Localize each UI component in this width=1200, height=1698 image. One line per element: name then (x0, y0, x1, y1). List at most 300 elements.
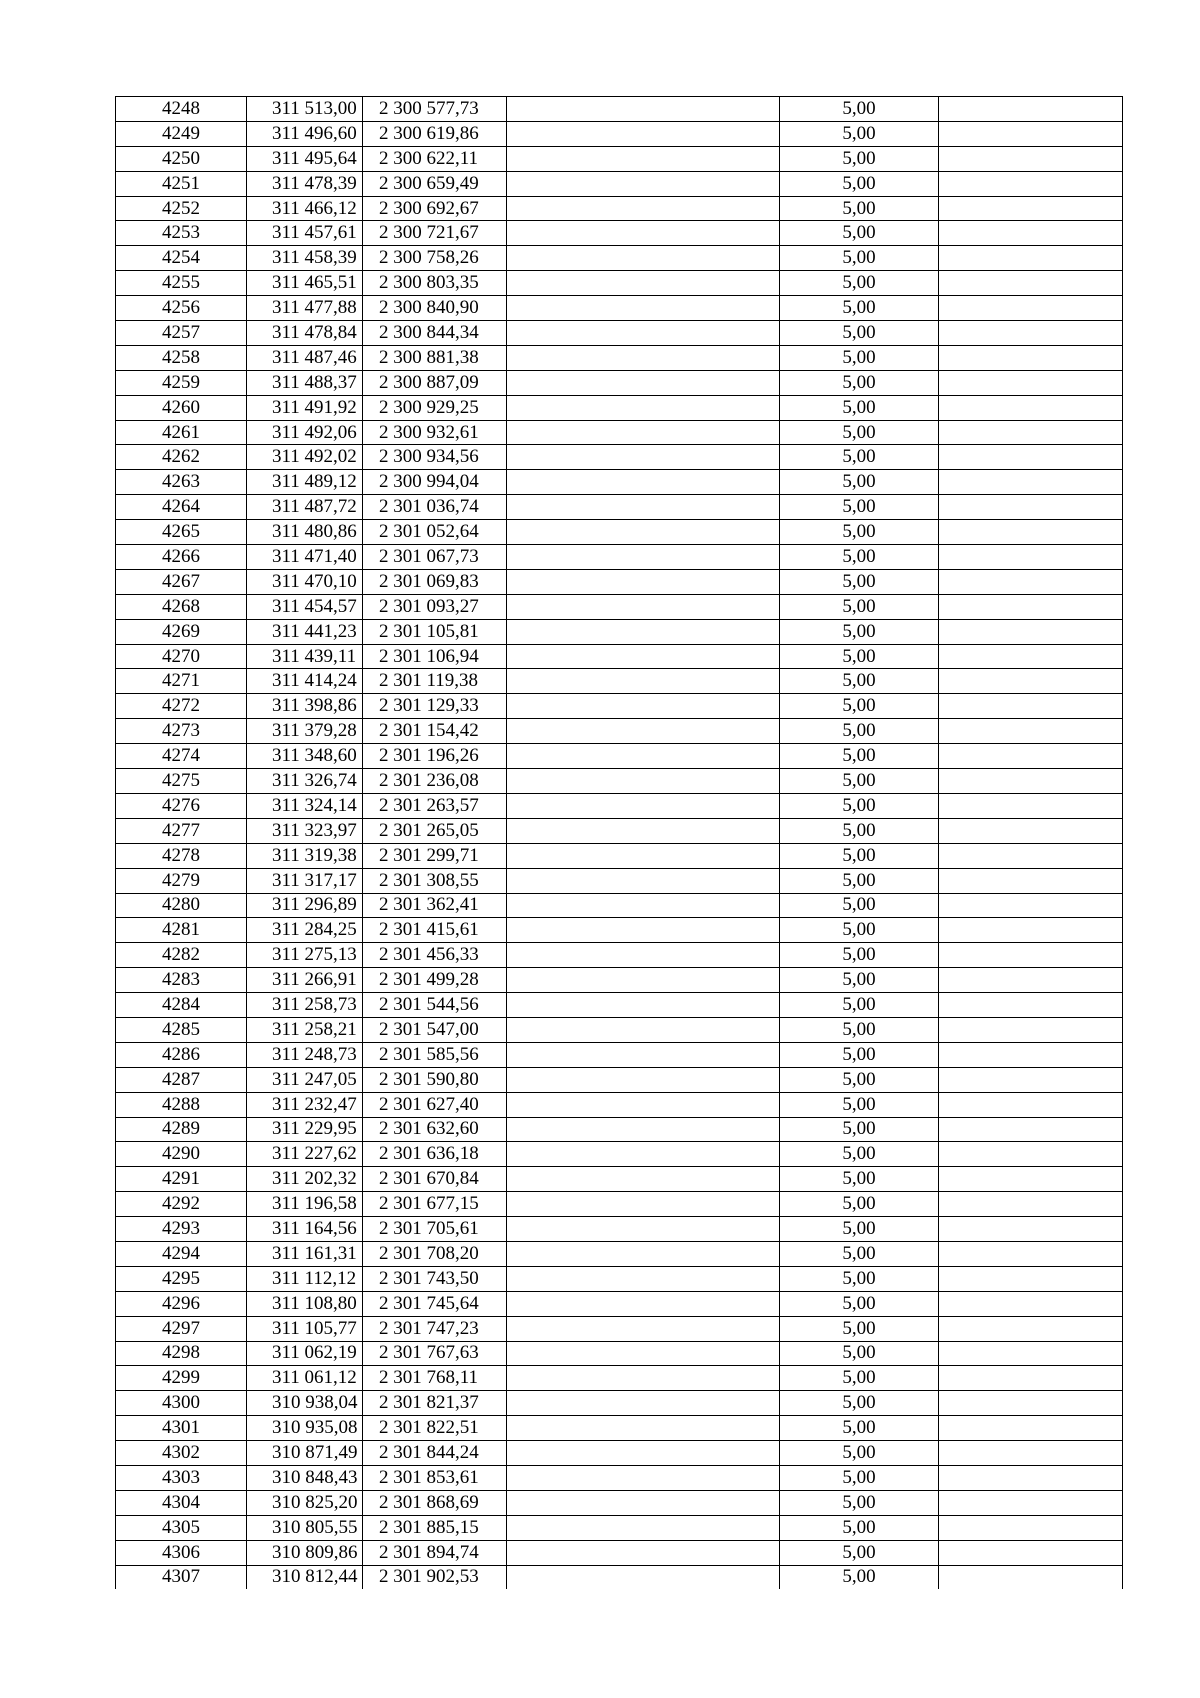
empty-cell (939, 669, 1123, 694)
empty-cell (939, 893, 1123, 918)
value-cell: 5,00 (780, 1017, 939, 1042)
y-coordinate-cell: 2 301 196,26 (363, 744, 507, 769)
empty-cell (507, 594, 780, 619)
point-number-cell: 4282 (116, 943, 247, 968)
x-coordinate-cell: 310 848,43 (247, 1465, 363, 1490)
empty-cell (507, 1142, 780, 1167)
x-coordinate-cell: 311 248,73 (247, 1042, 363, 1067)
empty-cell (939, 868, 1123, 893)
y-coordinate-cell: 2 301 265,05 (363, 818, 507, 843)
point-number-cell: 4264 (116, 495, 247, 520)
point-number-cell: 4269 (116, 619, 247, 644)
point-number-cell: 4294 (116, 1241, 247, 1266)
table-row (116, 918, 1123, 943)
point-number-cell: 4286 (116, 1042, 247, 1067)
point-number-cell: 4300 (116, 1391, 247, 1416)
y-coordinate-cell: 2 300 844,34 (363, 321, 507, 346)
point-number-cell: 4287 (116, 1067, 247, 1092)
y-coordinate-cell: 2 301 362,41 (363, 893, 507, 918)
x-coordinate-cell: 311 480,86 (247, 520, 363, 545)
y-coordinate-cell: 2 301 627,40 (363, 1092, 507, 1117)
empty-cell (507, 1241, 780, 1266)
table-row (116, 1241, 1123, 1266)
x-coordinate-cell: 310 805,55 (247, 1515, 363, 1540)
empty-cell (939, 395, 1123, 420)
y-coordinate-cell: 2 301 036,74 (363, 495, 507, 520)
point-number-cell: 4276 (116, 793, 247, 818)
table-row (116, 97, 1123, 122)
x-coordinate-cell: 311 457,61 (247, 221, 363, 246)
x-coordinate-cell: 311 496,60 (247, 121, 363, 146)
y-coordinate-cell: 2 301 743,50 (363, 1266, 507, 1291)
x-coordinate-cell: 311 495,64 (247, 146, 363, 171)
empty-cell (507, 1465, 780, 1490)
table-row (116, 1042, 1123, 1067)
value-cell: 5,00 (780, 1341, 939, 1366)
empty-cell (507, 1117, 780, 1142)
table-row (116, 943, 1123, 968)
y-coordinate-cell: 2 301 129,33 (363, 694, 507, 719)
table-row (116, 545, 1123, 570)
point-number-cell: 4299 (116, 1366, 247, 1391)
empty-cell (507, 1266, 780, 1291)
y-coordinate-cell: 2 301 768,11 (363, 1366, 507, 1391)
value-cell: 5,00 (780, 1167, 939, 1192)
table-row (116, 1465, 1123, 1490)
y-coordinate-cell: 2 300 659,49 (363, 171, 507, 196)
x-coordinate-cell: 311 471,40 (247, 545, 363, 570)
empty-cell (939, 1192, 1123, 1217)
x-coordinate-cell: 311 348,60 (247, 744, 363, 769)
point-number-cell: 4275 (116, 769, 247, 794)
empty-cell (507, 744, 780, 769)
empty-cell (939, 1067, 1123, 1092)
value-cell: 5,00 (780, 993, 939, 1018)
point-number-cell: 4277 (116, 818, 247, 843)
y-coordinate-cell: 2 301 708,20 (363, 1241, 507, 1266)
value-cell: 5,00 (780, 769, 939, 794)
table-row (116, 868, 1123, 893)
x-coordinate-cell: 311 061,12 (247, 1366, 363, 1391)
empty-cell (507, 370, 780, 395)
table-row (116, 470, 1123, 495)
x-coordinate-cell: 311 465,51 (247, 271, 363, 296)
value-cell: 5,00 (780, 793, 939, 818)
empty-cell (939, 1391, 1123, 1416)
empty-cell (939, 694, 1123, 719)
value-cell: 5,00 (780, 246, 939, 271)
value-cell: 5,00 (780, 97, 939, 122)
empty-cell (507, 321, 780, 346)
table-row (116, 1416, 1123, 1441)
empty-cell (507, 1416, 780, 1441)
x-coordinate-cell: 311 112,12 (247, 1266, 363, 1291)
value-cell: 5,00 (780, 1416, 939, 1441)
empty-cell (939, 968, 1123, 993)
empty-cell (507, 1217, 780, 1242)
empty-cell (507, 569, 780, 594)
x-coordinate-cell: 311 266,91 (247, 968, 363, 993)
y-coordinate-cell: 2 301 745,64 (363, 1291, 507, 1316)
y-coordinate-cell: 2 301 822,51 (363, 1416, 507, 1441)
empty-cell (939, 1441, 1123, 1466)
y-coordinate-cell: 2 301 069,83 (363, 569, 507, 594)
table-row (116, 1565, 1123, 1589)
empty-cell (507, 1192, 780, 1217)
value-cell: 5,00 (780, 1366, 939, 1391)
empty-cell (507, 968, 780, 993)
value-cell: 5,00 (780, 1490, 939, 1515)
table-row (116, 843, 1123, 868)
x-coordinate-cell: 311 258,73 (247, 993, 363, 1018)
value-cell: 5,00 (780, 1441, 939, 1466)
empty-cell (507, 1391, 780, 1416)
x-coordinate-cell: 311 324,14 (247, 793, 363, 818)
table-row (116, 1266, 1123, 1291)
table-row (116, 1366, 1123, 1391)
value-cell: 5,00 (780, 868, 939, 893)
y-coordinate-cell: 2 300 692,67 (363, 196, 507, 221)
empty-cell (507, 719, 780, 744)
empty-cell (939, 769, 1123, 794)
empty-cell (507, 420, 780, 445)
point-number-cell: 4281 (116, 918, 247, 943)
empty-cell (939, 1465, 1123, 1490)
empty-cell (939, 520, 1123, 545)
table-row (116, 196, 1123, 221)
table-row (116, 1142, 1123, 1167)
point-number-cell: 4305 (116, 1515, 247, 1540)
x-coordinate-cell: 310 825,20 (247, 1490, 363, 1515)
value-cell: 5,00 (780, 818, 939, 843)
y-coordinate-cell: 2 301 894,74 (363, 1540, 507, 1565)
empty-cell (507, 445, 780, 470)
point-number-cell: 4257 (116, 321, 247, 346)
x-coordinate-cell: 311 491,92 (247, 395, 363, 420)
value-cell: 5,00 (780, 843, 939, 868)
table-row (116, 420, 1123, 445)
empty-cell (939, 1291, 1123, 1316)
x-coordinate-cell: 310 812,44 (247, 1565, 363, 1589)
x-coordinate-cell: 311 487,72 (247, 495, 363, 520)
point-number-cell: 4303 (116, 1465, 247, 1490)
point-number-cell: 4307 (116, 1565, 247, 1589)
table-row (116, 594, 1123, 619)
value-cell: 5,00 (780, 271, 939, 296)
value-cell: 5,00 (780, 296, 939, 321)
y-coordinate-cell: 2 301 585,56 (363, 1042, 507, 1067)
point-number-cell: 4265 (116, 520, 247, 545)
empty-cell (939, 345, 1123, 370)
y-coordinate-cell: 2 301 767,63 (363, 1341, 507, 1366)
x-coordinate-cell: 311 488,37 (247, 370, 363, 395)
empty-cell (507, 644, 780, 669)
table-row (116, 769, 1123, 794)
empty-cell (507, 271, 780, 296)
empty-cell (939, 1416, 1123, 1441)
x-coordinate-cell: 311 275,13 (247, 943, 363, 968)
point-number-cell: 4270 (116, 644, 247, 669)
x-coordinate-cell: 311 492,02 (247, 445, 363, 470)
x-coordinate-cell: 311 164,56 (247, 1217, 363, 1242)
x-coordinate-cell: 311 105,77 (247, 1316, 363, 1341)
y-coordinate-cell: 2 301 106,94 (363, 644, 507, 669)
empty-cell (939, 744, 1123, 769)
x-coordinate-cell: 310 938,04 (247, 1391, 363, 1416)
point-number-cell: 4280 (116, 893, 247, 918)
empty-cell (507, 470, 780, 495)
table-row (116, 121, 1123, 146)
x-coordinate-cell: 311 489,12 (247, 470, 363, 495)
empty-cell (939, 619, 1123, 644)
table-row (116, 395, 1123, 420)
x-coordinate-cell: 311 227,62 (247, 1142, 363, 1167)
value-cell: 5,00 (780, 569, 939, 594)
value-cell: 5,00 (780, 1465, 939, 1490)
value-cell: 5,00 (780, 594, 939, 619)
x-coordinate-cell: 310 935,08 (247, 1416, 363, 1441)
coordinates-table-body (116, 97, 1123, 1590)
empty-cell (939, 1142, 1123, 1167)
point-number-cell: 4278 (116, 843, 247, 868)
empty-cell (507, 1067, 780, 1092)
empty-cell (507, 345, 780, 370)
value-cell: 5,00 (780, 345, 939, 370)
y-coordinate-cell: 2 301 456,33 (363, 943, 507, 968)
empty-cell (939, 943, 1123, 968)
empty-cell (939, 1117, 1123, 1142)
empty-cell (507, 246, 780, 271)
empty-cell (507, 97, 780, 122)
empty-cell (939, 445, 1123, 470)
value-cell: 5,00 (780, 1515, 939, 1540)
value-cell: 5,00 (780, 1316, 939, 1341)
y-coordinate-cell: 2 300 803,35 (363, 271, 507, 296)
point-number-cell: 4262 (116, 445, 247, 470)
empty-cell (507, 1366, 780, 1391)
x-coordinate-cell: 311 487,46 (247, 345, 363, 370)
y-coordinate-cell: 2 301 067,73 (363, 545, 507, 570)
empty-cell (939, 569, 1123, 594)
point-number-cell: 4252 (116, 196, 247, 221)
empty-cell (939, 1366, 1123, 1391)
empty-cell (507, 1092, 780, 1117)
empty-cell (507, 1565, 780, 1589)
value-cell: 5,00 (780, 520, 939, 545)
point-number-cell: 4256 (116, 296, 247, 321)
y-coordinate-cell: 2 301 868,69 (363, 1490, 507, 1515)
empty-cell (939, 719, 1123, 744)
y-coordinate-cell: 2 301 154,42 (363, 719, 507, 744)
empty-cell (507, 793, 780, 818)
point-number-cell: 4279 (116, 868, 247, 893)
empty-cell (939, 1540, 1123, 1565)
x-coordinate-cell: 311 478,84 (247, 321, 363, 346)
empty-cell (507, 395, 780, 420)
x-coordinate-cell: 311 232,47 (247, 1092, 363, 1117)
table-row (116, 445, 1123, 470)
value-cell: 5,00 (780, 196, 939, 221)
x-coordinate-cell: 311 470,10 (247, 569, 363, 594)
empty-cell (939, 495, 1123, 520)
value-cell: 5,00 (780, 1117, 939, 1142)
table-row (116, 719, 1123, 744)
point-number-cell: 4295 (116, 1266, 247, 1291)
y-coordinate-cell: 2 300 994,04 (363, 470, 507, 495)
empty-cell (507, 943, 780, 968)
empty-cell (939, 470, 1123, 495)
value-cell: 5,00 (780, 918, 939, 943)
x-coordinate-cell: 311 466,12 (247, 196, 363, 221)
empty-cell (939, 1092, 1123, 1117)
value-cell: 5,00 (780, 1142, 939, 1167)
table-row (116, 1490, 1123, 1515)
value-cell: 5,00 (780, 146, 939, 171)
value-cell: 5,00 (780, 545, 939, 570)
value-cell: 5,00 (780, 121, 939, 146)
point-number-cell: 4254 (116, 246, 247, 271)
table-row (116, 793, 1123, 818)
empty-cell (939, 545, 1123, 570)
empty-cell (939, 843, 1123, 868)
value-cell: 5,00 (780, 1067, 939, 1092)
x-coordinate-cell: 311 326,74 (247, 769, 363, 794)
point-number-cell: 4258 (116, 345, 247, 370)
empty-cell (939, 196, 1123, 221)
y-coordinate-cell: 2 301 263,57 (363, 793, 507, 818)
point-number-cell: 4290 (116, 1142, 247, 1167)
point-number-cell: 4306 (116, 1540, 247, 1565)
empty-cell (939, 644, 1123, 669)
table-row (116, 370, 1123, 395)
value-cell: 5,00 (780, 1042, 939, 1067)
point-number-cell: 4274 (116, 744, 247, 769)
x-coordinate-cell: 311 398,86 (247, 694, 363, 719)
x-coordinate-cell: 311 108,80 (247, 1291, 363, 1316)
empty-cell (939, 420, 1123, 445)
y-coordinate-cell: 2 301 705,61 (363, 1217, 507, 1242)
point-number-cell: 4259 (116, 370, 247, 395)
table-row (116, 246, 1123, 271)
empty-cell (939, 1217, 1123, 1242)
x-coordinate-cell: 310 871,49 (247, 1441, 363, 1466)
y-coordinate-cell: 2 300 932,61 (363, 420, 507, 445)
empty-cell (507, 619, 780, 644)
table-row (116, 818, 1123, 843)
y-coordinate-cell: 2 300 887,09 (363, 370, 507, 395)
empty-cell (507, 1490, 780, 1515)
empty-cell (507, 769, 780, 794)
empty-cell (507, 146, 780, 171)
x-coordinate-cell: 311 441,23 (247, 619, 363, 644)
table-row (116, 644, 1123, 669)
y-coordinate-cell: 2 301 821,37 (363, 1391, 507, 1416)
empty-cell (939, 246, 1123, 271)
y-coordinate-cell: 2 301 632,60 (363, 1117, 507, 1142)
table-row (116, 1167, 1123, 1192)
value-cell: 5,00 (780, 171, 939, 196)
empty-cell (507, 121, 780, 146)
x-coordinate-cell: 311 478,39 (247, 171, 363, 196)
point-number-cell: 4288 (116, 1092, 247, 1117)
empty-cell (939, 221, 1123, 246)
point-number-cell: 4302 (116, 1441, 247, 1466)
empty-cell (507, 1291, 780, 1316)
empty-cell (939, 1316, 1123, 1341)
empty-cell (507, 171, 780, 196)
value-cell: 5,00 (780, 893, 939, 918)
table-row (116, 1515, 1123, 1540)
table-row (116, 1291, 1123, 1316)
point-number-cell: 4301 (116, 1416, 247, 1441)
empty-cell (939, 1341, 1123, 1366)
empty-cell (507, 669, 780, 694)
x-coordinate-cell: 311 317,17 (247, 868, 363, 893)
point-number-cell: 4248 (116, 97, 247, 122)
table-row (116, 993, 1123, 1018)
point-number-cell: 4266 (116, 545, 247, 570)
point-number-cell: 4284 (116, 993, 247, 1018)
y-coordinate-cell: 2 301 547,00 (363, 1017, 507, 1042)
empty-cell (507, 893, 780, 918)
table-row (116, 1540, 1123, 1565)
table-row (116, 1067, 1123, 1092)
table-row (116, 1316, 1123, 1341)
point-number-cell: 4267 (116, 569, 247, 594)
point-number-cell: 4251 (116, 171, 247, 196)
empty-cell (939, 993, 1123, 1018)
empty-cell (939, 1266, 1123, 1291)
empty-cell (939, 818, 1123, 843)
point-number-cell: 4298 (116, 1341, 247, 1366)
y-coordinate-cell: 2 301 636,18 (363, 1142, 507, 1167)
table-row (116, 146, 1123, 171)
point-number-cell: 4283 (116, 968, 247, 993)
empty-cell (939, 121, 1123, 146)
value-cell: 5,00 (780, 370, 939, 395)
coordinates-table (115, 96, 1123, 1589)
y-coordinate-cell: 2 301 499,28 (363, 968, 507, 993)
point-number-cell: 4291 (116, 1167, 247, 1192)
table-row (116, 1217, 1123, 1242)
x-coordinate-cell: 311 492,06 (247, 420, 363, 445)
empty-cell (939, 271, 1123, 296)
table-row (116, 1192, 1123, 1217)
table-row (116, 968, 1123, 993)
point-number-cell: 4272 (116, 694, 247, 719)
x-coordinate-cell: 311 062,19 (247, 1341, 363, 1366)
point-number-cell: 4249 (116, 121, 247, 146)
empty-cell (507, 843, 780, 868)
value-cell: 5,00 (780, 669, 939, 694)
x-coordinate-cell: 311 258,21 (247, 1017, 363, 1042)
value-cell: 5,00 (780, 1241, 939, 1266)
point-number-cell: 4263 (116, 470, 247, 495)
y-coordinate-cell: 2 301 670,84 (363, 1167, 507, 1192)
y-coordinate-cell: 2 301 299,71 (363, 843, 507, 868)
y-coordinate-cell: 2 301 052,64 (363, 520, 507, 545)
empty-cell (939, 1167, 1123, 1192)
point-number-cell: 4304 (116, 1490, 247, 1515)
table-row (116, 171, 1123, 196)
x-coordinate-cell: 311 477,88 (247, 296, 363, 321)
value-cell: 5,00 (780, 1217, 939, 1242)
y-coordinate-cell: 2 301 677,15 (363, 1192, 507, 1217)
empty-cell (939, 171, 1123, 196)
value-cell: 5,00 (780, 495, 939, 520)
x-coordinate-cell: 311 379,28 (247, 719, 363, 744)
y-coordinate-cell: 2 300 577,73 (363, 97, 507, 122)
